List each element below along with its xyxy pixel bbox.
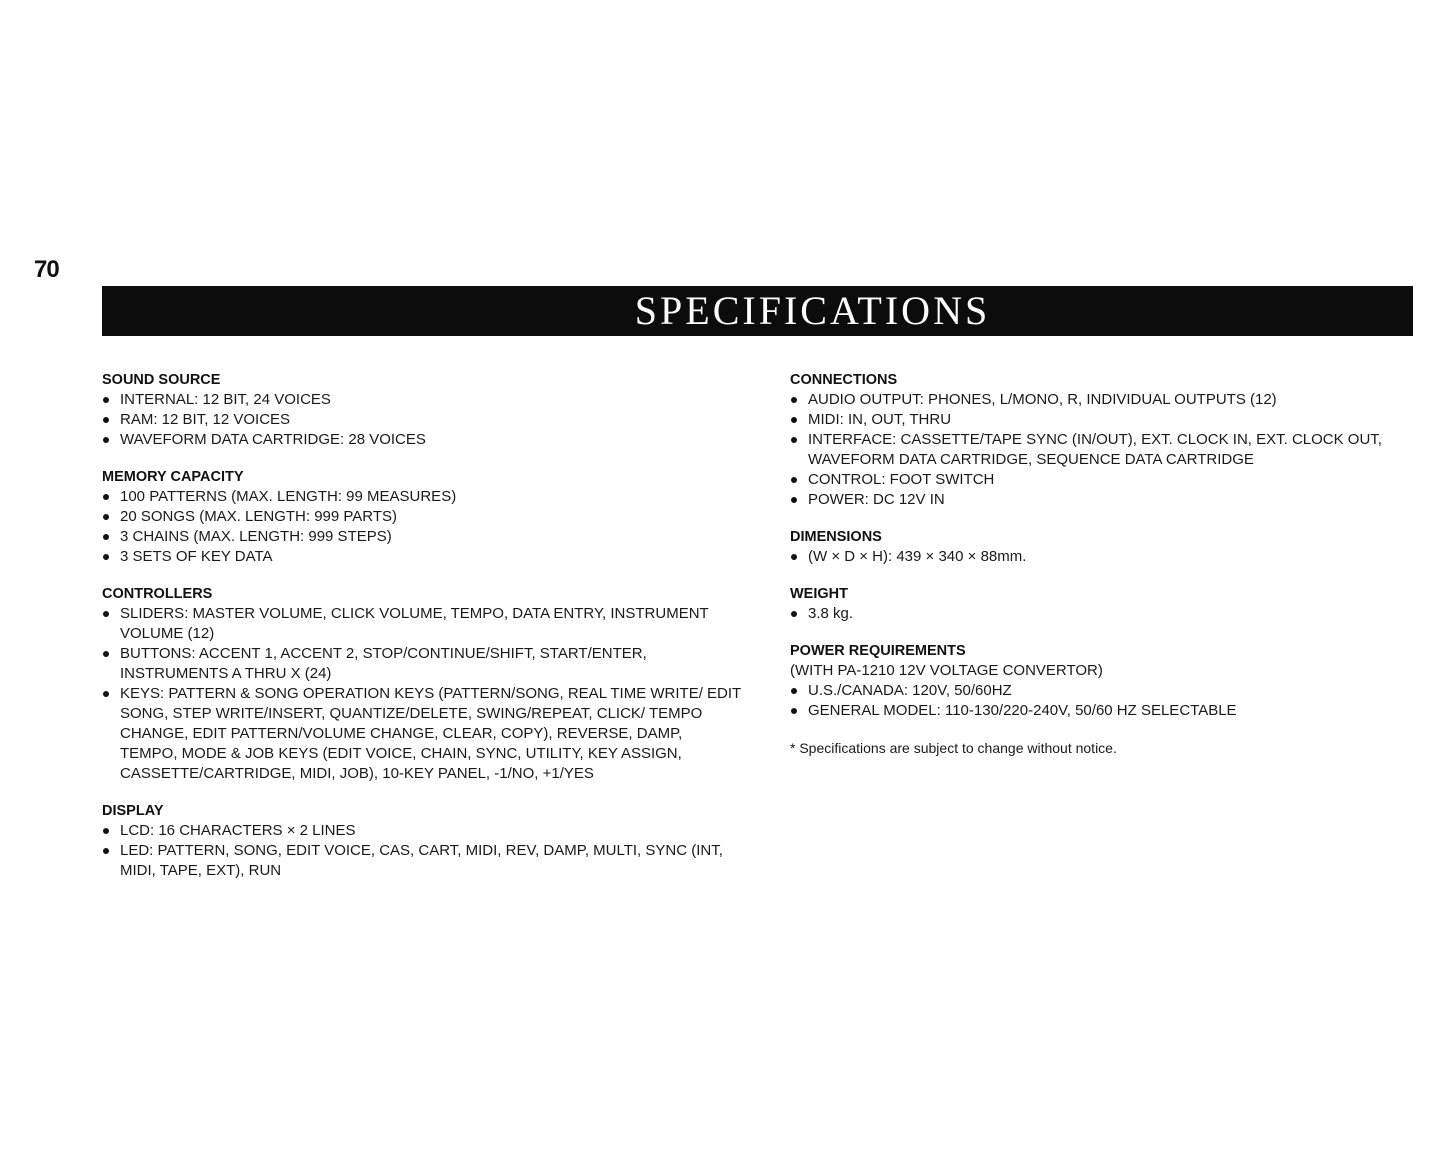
list-item: GENERAL MODEL: 110-130/220-240V, 50/60 HZ SELECTABLE: [790, 701, 1410, 721]
bullet-icon: [791, 497, 797, 503]
page-number: 70: [34, 256, 59, 283]
section-memory-capacity: [102, 467, 742, 567]
list-item: WAVEFORM DATA CARTRIDGE: 28 VOICES: [102, 430, 742, 450]
list-item: LED: PATTERN, SONG, EDIT VOICE, CAS, CART, MIDI, REV, DAMP, MULTI, SYNC (INT, MIDI, TAPE, EXT), RUN: [102, 841, 742, 881]
section-connections: [790, 370, 1410, 510]
list-item: 20 SONGS (MAX. LENGTH: 999 PARTS): [102, 507, 742, 527]
page-title: SPECIFICATIONS: [634, 288, 991, 333]
section-power-requirements: [790, 641, 1410, 721]
list-item: U.S./CANADA: 120V, 50/60HZ: [790, 681, 1410, 701]
section-dimensions: [790, 527, 1410, 567]
bullet-icon: [791, 437, 797, 443]
left-column: [102, 370, 742, 898]
section-heading: WEIGHT: [790, 586, 848, 602]
section-heading: CONTROLLERS: [102, 586, 213, 602]
section-display: [102, 801, 742, 881]
list-item: RAM: 12 BIT, 12 VOICES: [102, 410, 742, 430]
section-heading: CONNECTIONS: [790, 372, 898, 388]
list-item: KEYS: PATTERN & SONG OPERATION KEYS (PATTERN/SONG, REAL TIME WRITE/ EDIT SONG, STEP WRITE/INSERT, QUANTIZE/DELETE, SWING/REPEAT, CLICK/ TEMPO CHANGE, EDIT PATTERN/VOLUME CHANGE, CLEAR, COPY), REVERSE, DAMP, TEMPO, MODE & JOB KEYS (EDIT VOICE, CHAIN, SYNC, UTILITY, KEY ASSIGN, CASSETTE/CARTRIDGE, MIDI, JOB), 10-KEY PANEL, -1/NO, +1/YES: [102, 684, 742, 784]
footnote: * Specifications are subject to change without notice.: [790, 740, 1117, 756]
list-item: AUDIO OUTPUT: PHONES, L/MONO, R, INDIVIDUAL OUTPUTS (12): [790, 390, 1410, 410]
list-item: INTERNAL: 12 BIT, 24 VOICES: [102, 390, 742, 410]
section-controllers: [102, 584, 742, 784]
list-item: MIDI: IN, OUT, THRU: [790, 410, 1410, 430]
section-heading: SOUND SOURCE: [102, 372, 221, 388]
bullet-icon: [791, 688, 797, 694]
list-item: 100 PATTERNS (MAX. LENGTH: 99 MEASURES): [102, 487, 742, 507]
list-item: CONTROL: FOOT SWITCH: [790, 470, 1410, 490]
bullet-icon: [791, 554, 797, 560]
list-item: 3 SETS OF KEY DATA: [102, 547, 742, 567]
right-column: [790, 370, 1410, 758]
bullet-icon: [791, 477, 797, 483]
bullet-icon: [103, 554, 109, 560]
bullet-icon: [791, 708, 797, 714]
section-weight: [790, 584, 1410, 624]
bullet-icon: [791, 417, 797, 423]
section-lead-text: (WITH PA-1210 12V VOLTAGE CONVERTOR): [790, 662, 1103, 679]
bullet-icon: [103, 848, 109, 854]
bullet-icon: [103, 691, 109, 697]
bullet-icon: [791, 397, 797, 403]
section-heading: DISPLAY: [102, 803, 164, 819]
list-item: LCD: 16 CHARACTERS × 2 LINES: [102, 821, 742, 841]
section-heading: POWER REQUIREMENTS: [790, 643, 966, 659]
bullet-icon: [103, 611, 109, 617]
bullet-icon: [103, 534, 109, 540]
bullet-icon: [791, 611, 797, 617]
section-sound-source: [102, 370, 742, 450]
list-item: POWER: DC 12V IN: [790, 490, 1410, 510]
list-item: BUTTONS: ACCENT 1, ACCENT 2, STOP/CONTINUE/SHIFT, START/ENTER, INSTRUMENTS A THRU X (24): [102, 644, 742, 684]
bullet-icon: [103, 828, 109, 834]
title-bar: [102, 286, 1413, 336]
list-item: INTERFACE: CASSETTE/TAPE SYNC (IN/OUT), EXT. CLOCK IN, EXT. CLOCK OUT, WAVEFORM DATA CARTRIDGE, SEQUENCE DATA CARTRIDGE: [790, 430, 1410, 470]
list-item: 3 CHAINS (MAX. LENGTH: 999 STEPS): [102, 527, 742, 547]
list-item: 3.8 kg.: [790, 604, 1410, 624]
bullet-icon: [103, 514, 109, 520]
section-heading: MEMORY CAPACITY: [102, 469, 244, 485]
list-item: SLIDERS: MASTER VOLUME, CLICK VOLUME, TEMPO, DATA ENTRY, INSTRUMENT VOLUME (12): [102, 604, 742, 644]
bullet-icon: [103, 397, 109, 403]
bullet-icon: [103, 494, 109, 500]
section-heading: DIMENSIONS: [790, 529, 882, 545]
bullet-icon: [103, 417, 109, 423]
bullet-icon: [103, 437, 109, 443]
bullet-icon: [103, 651, 109, 657]
list-item: (W × D × H): 439 × 340 × 88mm.: [790, 547, 1410, 567]
